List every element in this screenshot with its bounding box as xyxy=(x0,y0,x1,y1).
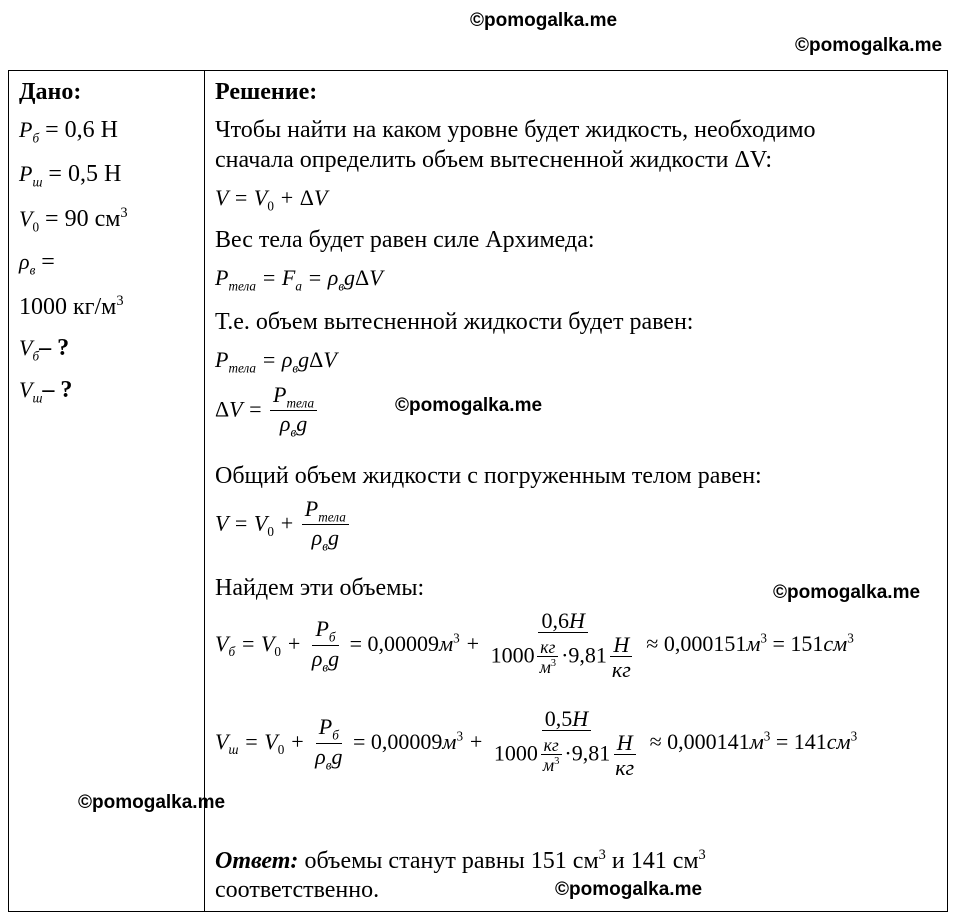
formula-weight: $P_{тела} = \rho_вg\Delta V$ xyxy=(215,347,337,376)
column-divider xyxy=(204,71,205,911)
formula-volume-ball-b: $V_б = V_0$ + $\frac{P_б}{\rho_вg}$ = $0,00009м^3$ + 0,6H 1000 $\frac{кг}{м^3}$ ·9,81 $\frac{H}{кг}$ ≈ $0,000151м^3 = 151см^3$ xyxy=(215,608,854,683)
formula-archimedes: $P_{тела} = F_а = \rho_вg\Delta V$ xyxy=(215,265,383,294)
solution-table xyxy=(8,70,948,912)
given-unknown-vb: $V_б-$ ? xyxy=(19,335,70,364)
given-density-value: 1000 $кг/м^3$ xyxy=(19,293,124,320)
given-heading: Дано: xyxy=(19,79,82,105)
paragraph-5: Найдем эти объемы: xyxy=(215,575,425,601)
watermark: ©pomogalka.me xyxy=(470,10,618,31)
given-density-symbol: $\rho_в$ = xyxy=(19,249,55,278)
paragraph-3: Т.е. объем вытесненной жидкости будет равен: xyxy=(215,309,694,335)
paragraph-2: Вес тела будет равен силе Архимеда: xyxy=(215,227,595,253)
answer-label: Ответ: xyxy=(215,848,299,874)
answer-line-2: соответственно. xyxy=(215,877,380,903)
given-unknown-vsh: $V_ш-$ ? xyxy=(19,377,73,406)
watermark: ©pomogalka.me xyxy=(773,582,921,603)
paragraph-4: Общий объем жидкости с погруженным телом равен: xyxy=(215,463,762,489)
watermark: ©pomogalka.me xyxy=(795,35,943,56)
answer-line: Ответ: объемы станут равны 151 $см^3$ и 141 $см^3$ xyxy=(215,847,706,874)
paragraph-1b: сначала определить объем вытесненной жидкости ΔV: xyxy=(215,147,773,173)
given-weight-ball2: $P_ш = 0,5$ Н xyxy=(19,161,122,190)
formula-delta-volume: ΔV = $\frac{P_{тела}}{\rho_вg}$ xyxy=(215,383,319,440)
formula-volume-ball-sh: $V_ш = V_0$ + $\frac{P_б}{\rho_вg}$ = $0,00009м^3$ + 0,5H 1000 $\frac{кг}{м^3}$ ·9,81 $\frac{H}{кг}$ ≈ $0,000141м^3 = 141см^3$ xyxy=(215,706,858,781)
watermark: ©pomogalka.me xyxy=(395,395,543,416)
solution-heading: Решение: xyxy=(215,79,318,105)
watermark: ©pomogalka.me xyxy=(78,792,226,813)
given-weight-ball: $P_б = 0,6$ Н xyxy=(19,117,118,146)
watermark: ©pomogalka.me xyxy=(555,879,703,900)
given-initial-volume: $V_0 = 90$ $см^3$ xyxy=(19,205,128,235)
paragraph-1a: Чтобы найти на каком уровне будет жидкость, необходимо xyxy=(215,117,816,143)
formula-total-volume: $V = V_0$ + $\frac{P_{тела}}{\rho_вg}$ xyxy=(215,497,351,554)
formula-volume: $V = V_0 + \Delta V$ xyxy=(215,185,328,214)
